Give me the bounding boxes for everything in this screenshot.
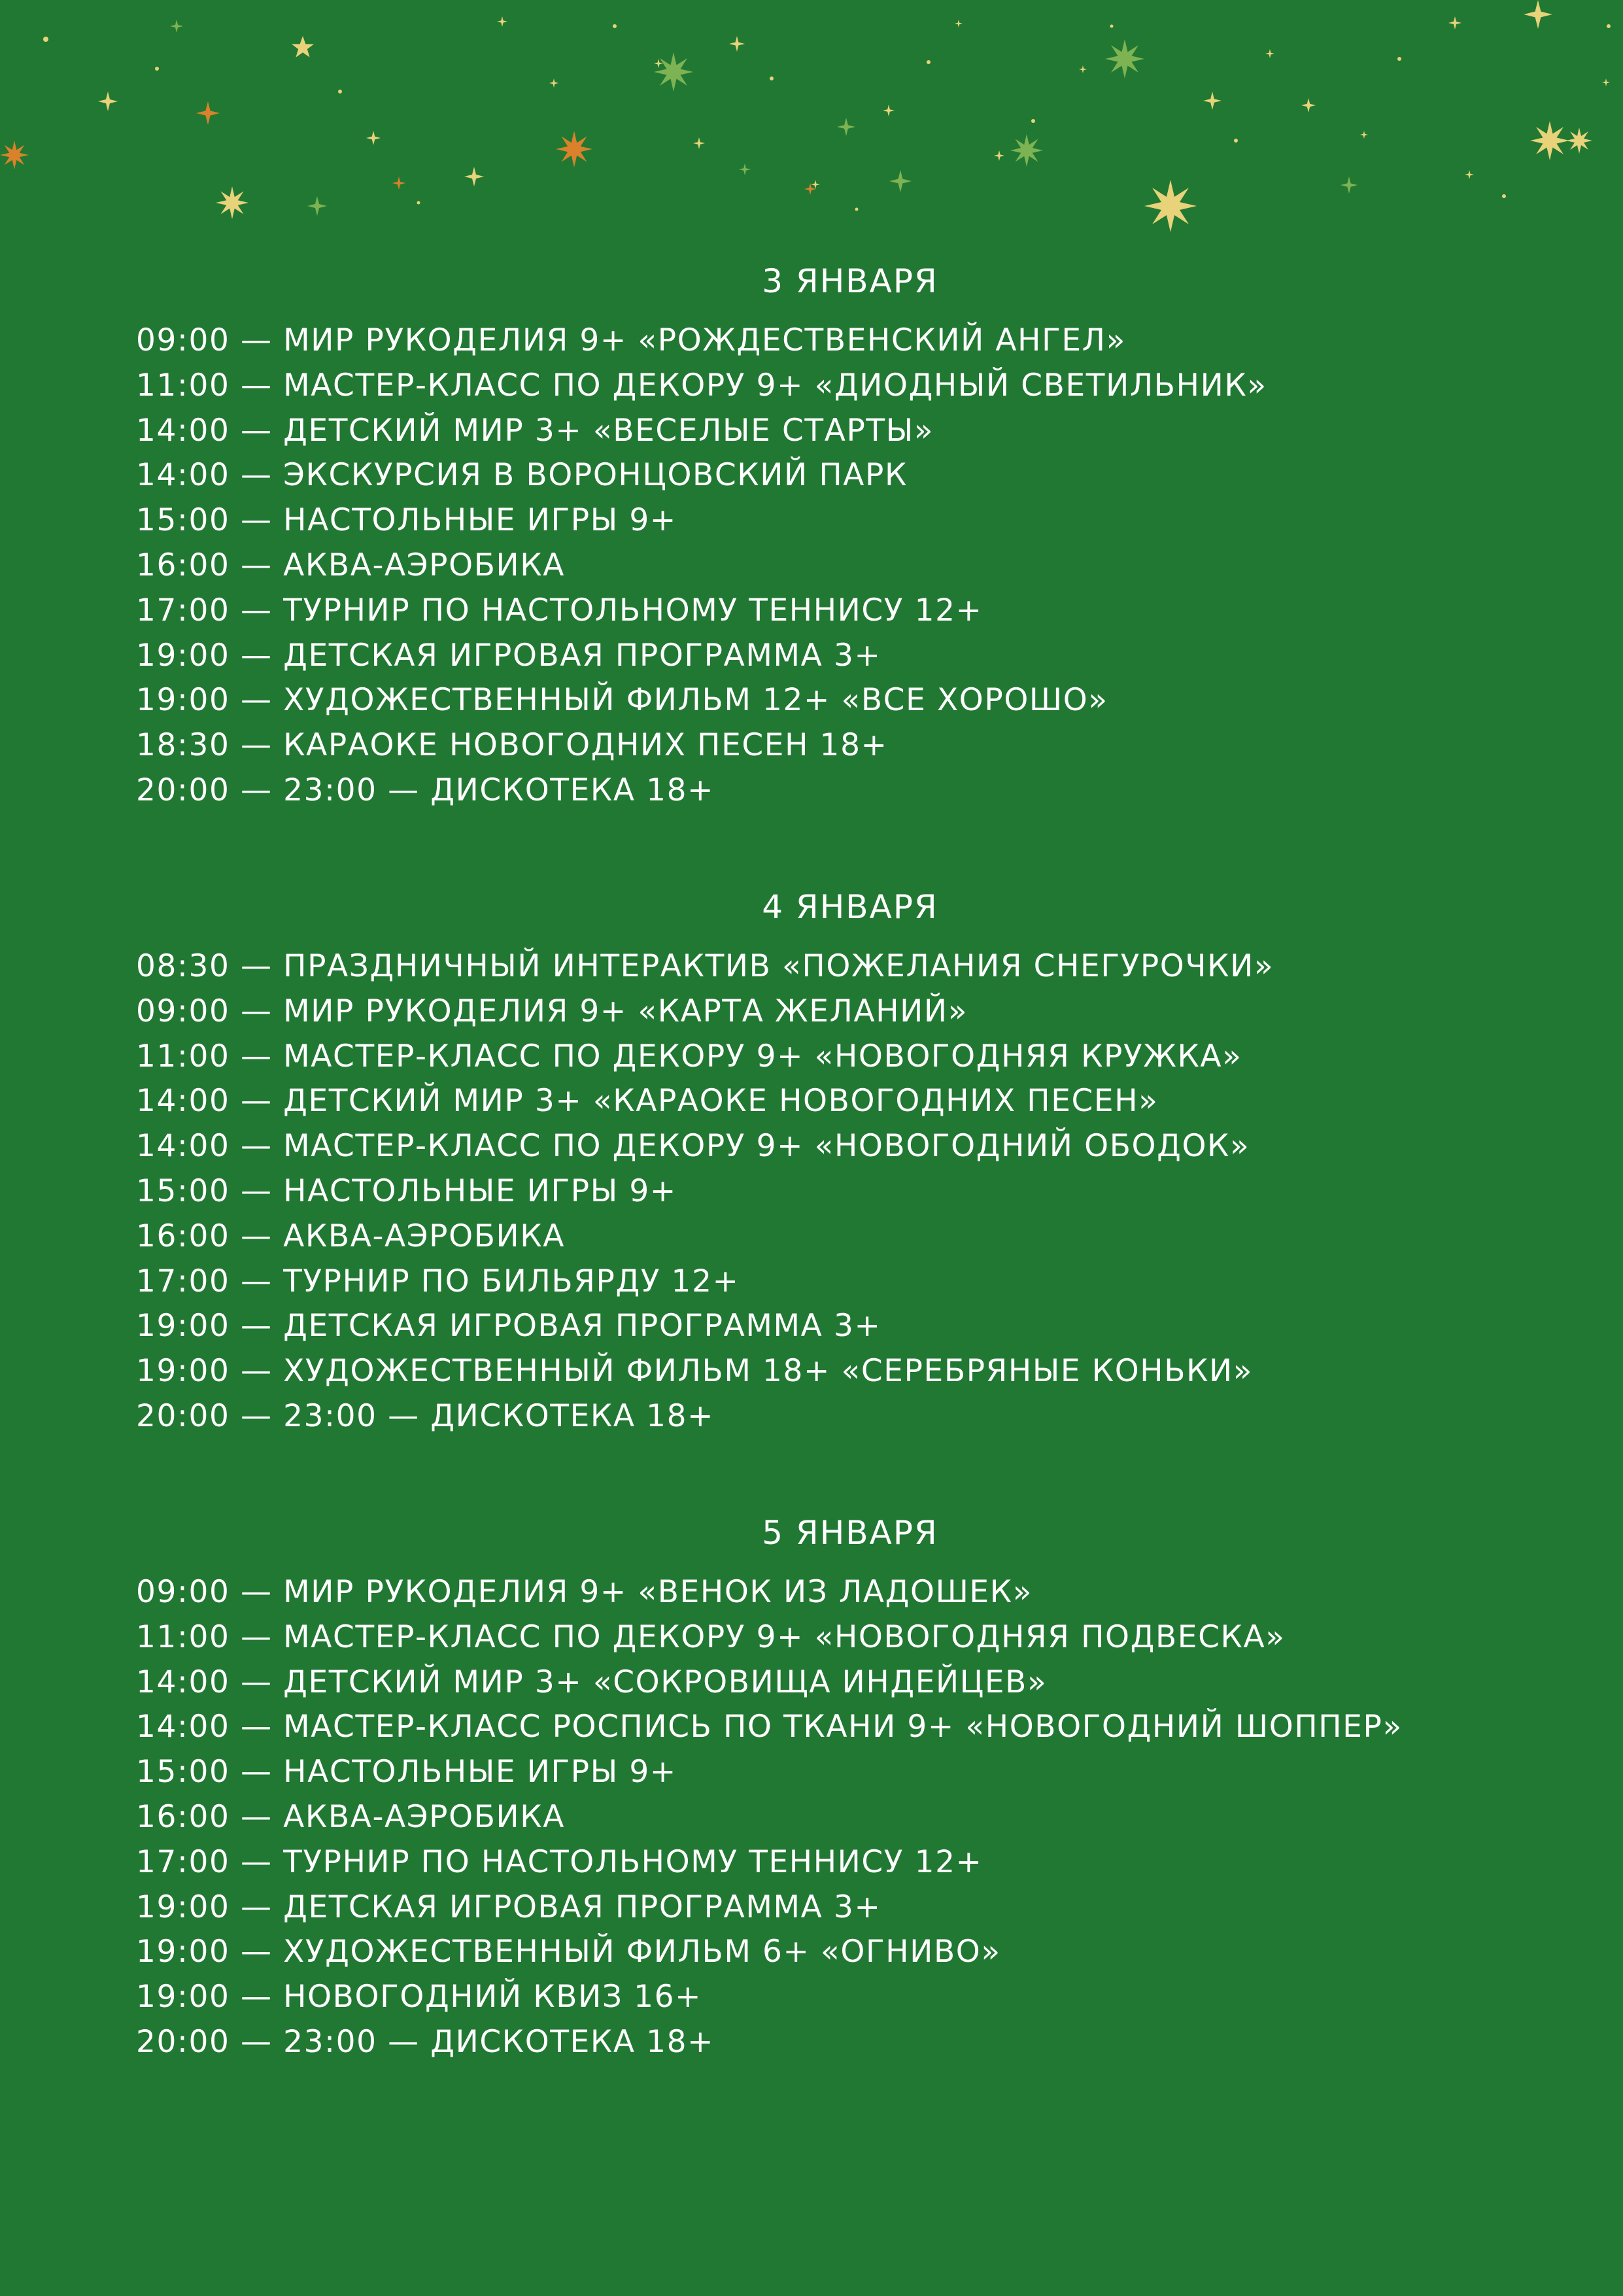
- event-item: 15:00 — НАСТОЛЬНЫЕ ИГРЫ 9+: [136, 502, 677, 539]
- day-title: 3 ЯНВАРЯ: [762, 262, 938, 300]
- day-title: 4 ЯНВАРЯ: [762, 888, 938, 926]
- event-item: 09:00 — МИР РУКОДЕЛИЯ 9+ «ВЕНОК ИЗ ЛАДОШЕК»: [136, 1574, 1033, 1610]
- day-title: 5 ЯНВАРЯ: [762, 1514, 938, 1552]
- event-item: 19:00 — ХУДОЖЕСТВЕННЫЙ ФИЛЬМ 12+ «ВСЕ ХОРОШО»: [136, 682, 1108, 719]
- event-item: 11:00 — МАСТЕР-КЛАСС ПО ДЕКОРУ 9+ «НОВОГОДНЯЯ КРУЖКА»: [136, 1038, 1242, 1074]
- event-item: 14:00 — ДЕТСКИЙ МИР 3+ «ВЕСЕЛЫЕ СТАРТЫ»: [136, 412, 934, 449]
- event-item: 20:00 — 23:00 — ДИСКОТЕКА 18+: [136, 2023, 715, 2060]
- event-list: [136, 944, 1274, 1439]
- event-item: 19:00 — ХУДОЖЕСТВЕННЫЙ ФИЛЬМ 18+ «СЕРЕБРЯНЫЕ КОНЬКИ»: [136, 1353, 1254, 1390]
- event-list: [136, 318, 1267, 814]
- event-item: 16:00 — АКВА-АЭРОБИКА: [136, 1218, 566, 1254]
- event-item: 14:00 — ДЕТСКИЙ МИР 3+ «КАРАОКЕ НОВОГОДНИХ ПЕСЕН»: [136, 1083, 1159, 1120]
- event-item: 08:30 — ПРАЗДНИЧНЫЙ ИНТЕРАКТИВ «ПОЖЕЛАНИЯ СНЕГУРОЧКИ»: [136, 948, 1274, 984]
- event-item: 17:00 — ТУРНИР ПО БИЛЬЯРДУ 12+: [136, 1263, 740, 1299]
- event-item: 16:00 — АКВА-АЭРОБИКА: [136, 1798, 566, 1835]
- event-item: 19:00 — ДЕТСКАЯ ИГРОВАЯ ПРОГРАММА 3+: [136, 637, 881, 674]
- event-item: 14:00 — ЭКСКУРСИЯ В ВОРОНЦОВСКИЙ ПАРК: [136, 457, 908, 494]
- event-item: 20:00 — 23:00 — ДИСКОТЕКА 18+: [136, 1397, 715, 1434]
- event-item: 14:00 — ДЕТСКИЙ МИР 3+ «СОКРОВИЩА ИНДЕЙЦЕВ»: [136, 1664, 1048, 1700]
- event-item: 19:00 — ДЕТСКАЯ ИГРОВАЯ ПРОГРАММА 3+: [136, 1308, 881, 1345]
- event-item: 20:00 — 23:00 — ДИСКОТЕКА 18+: [136, 772, 715, 808]
- event-item: 19:00 — ДЕТСКАЯ ИГРОВАЯ ПРОГРАММА 3+: [136, 1889, 881, 1925]
- event-list: [136, 1570, 1403, 2065]
- event-item: 19:00 — ХУДОЖЕСТВЕННЫЙ ФИЛЬМ 6+ «ОГНИВО»: [136, 1934, 1001, 1970]
- event-item: 15:00 — НАСТОЛЬНЫЕ ИГРЫ 9+: [136, 1173, 677, 1209]
- event-item: 09:00 — МИР РУКОДЕЛИЯ 9+ «РОЖДЕСТВЕНСКИЙ АНГЕЛ»: [136, 322, 1126, 358]
- event-item: 11:00 — МАСТЕР-КЛАСС ПО ДЕКОРУ 9+ «НОВОГОДНЯЯ ПОДВЕСКА»: [136, 1619, 1286, 1655]
- event-item: 16:00 — АКВА-АЭРОБИКА: [136, 547, 566, 583]
- event-item: 18:30 — КАРАОКЕ НОВОГОДНИХ ПЕСЕН 18+: [136, 727, 888, 764]
- event-item: 15:00 — НАСТОЛЬНЫЕ ИГРЫ 9+: [136, 1754, 677, 1791]
- star-decoration: [0, 0, 1623, 235]
- event-item: 14:00 — МАСТЕР-КЛАСС ПО ДЕКОРУ 9+ «НОВОГОДНИЙ ОБОДОК»: [136, 1128, 1250, 1165]
- event-item: 14:00 — МАСТЕР-КЛАСС РОСПИСЬ ПО ТКАНИ 9+ «НОВОГОДНИЙ ШОППЕР»: [136, 1709, 1403, 1745]
- event-item: 17:00 — ТУРНИР ПО НАСТОЛЬНОМУ ТЕННИСУ 12+: [136, 1843, 983, 1880]
- event-item: 11:00 — МАСТЕР-КЛАСС ПО ДЕКОРУ 9+ «ДИОДНЫЙ СВЕТИЛЬНИК»: [136, 367, 1267, 403]
- event-item: 09:00 — МИР РУКОДЕЛИЯ 9+ «КАРТА ЖЕЛАНИЙ»: [136, 993, 968, 1029]
- event-item: 19:00 — НОВОГОДНИЙ КВИЗ 16+: [136, 1979, 702, 2015]
- event-item: 17:00 — ТУРНИР ПО НАСТОЛЬНОМУ ТЕННИСУ 12+: [136, 592, 983, 628]
